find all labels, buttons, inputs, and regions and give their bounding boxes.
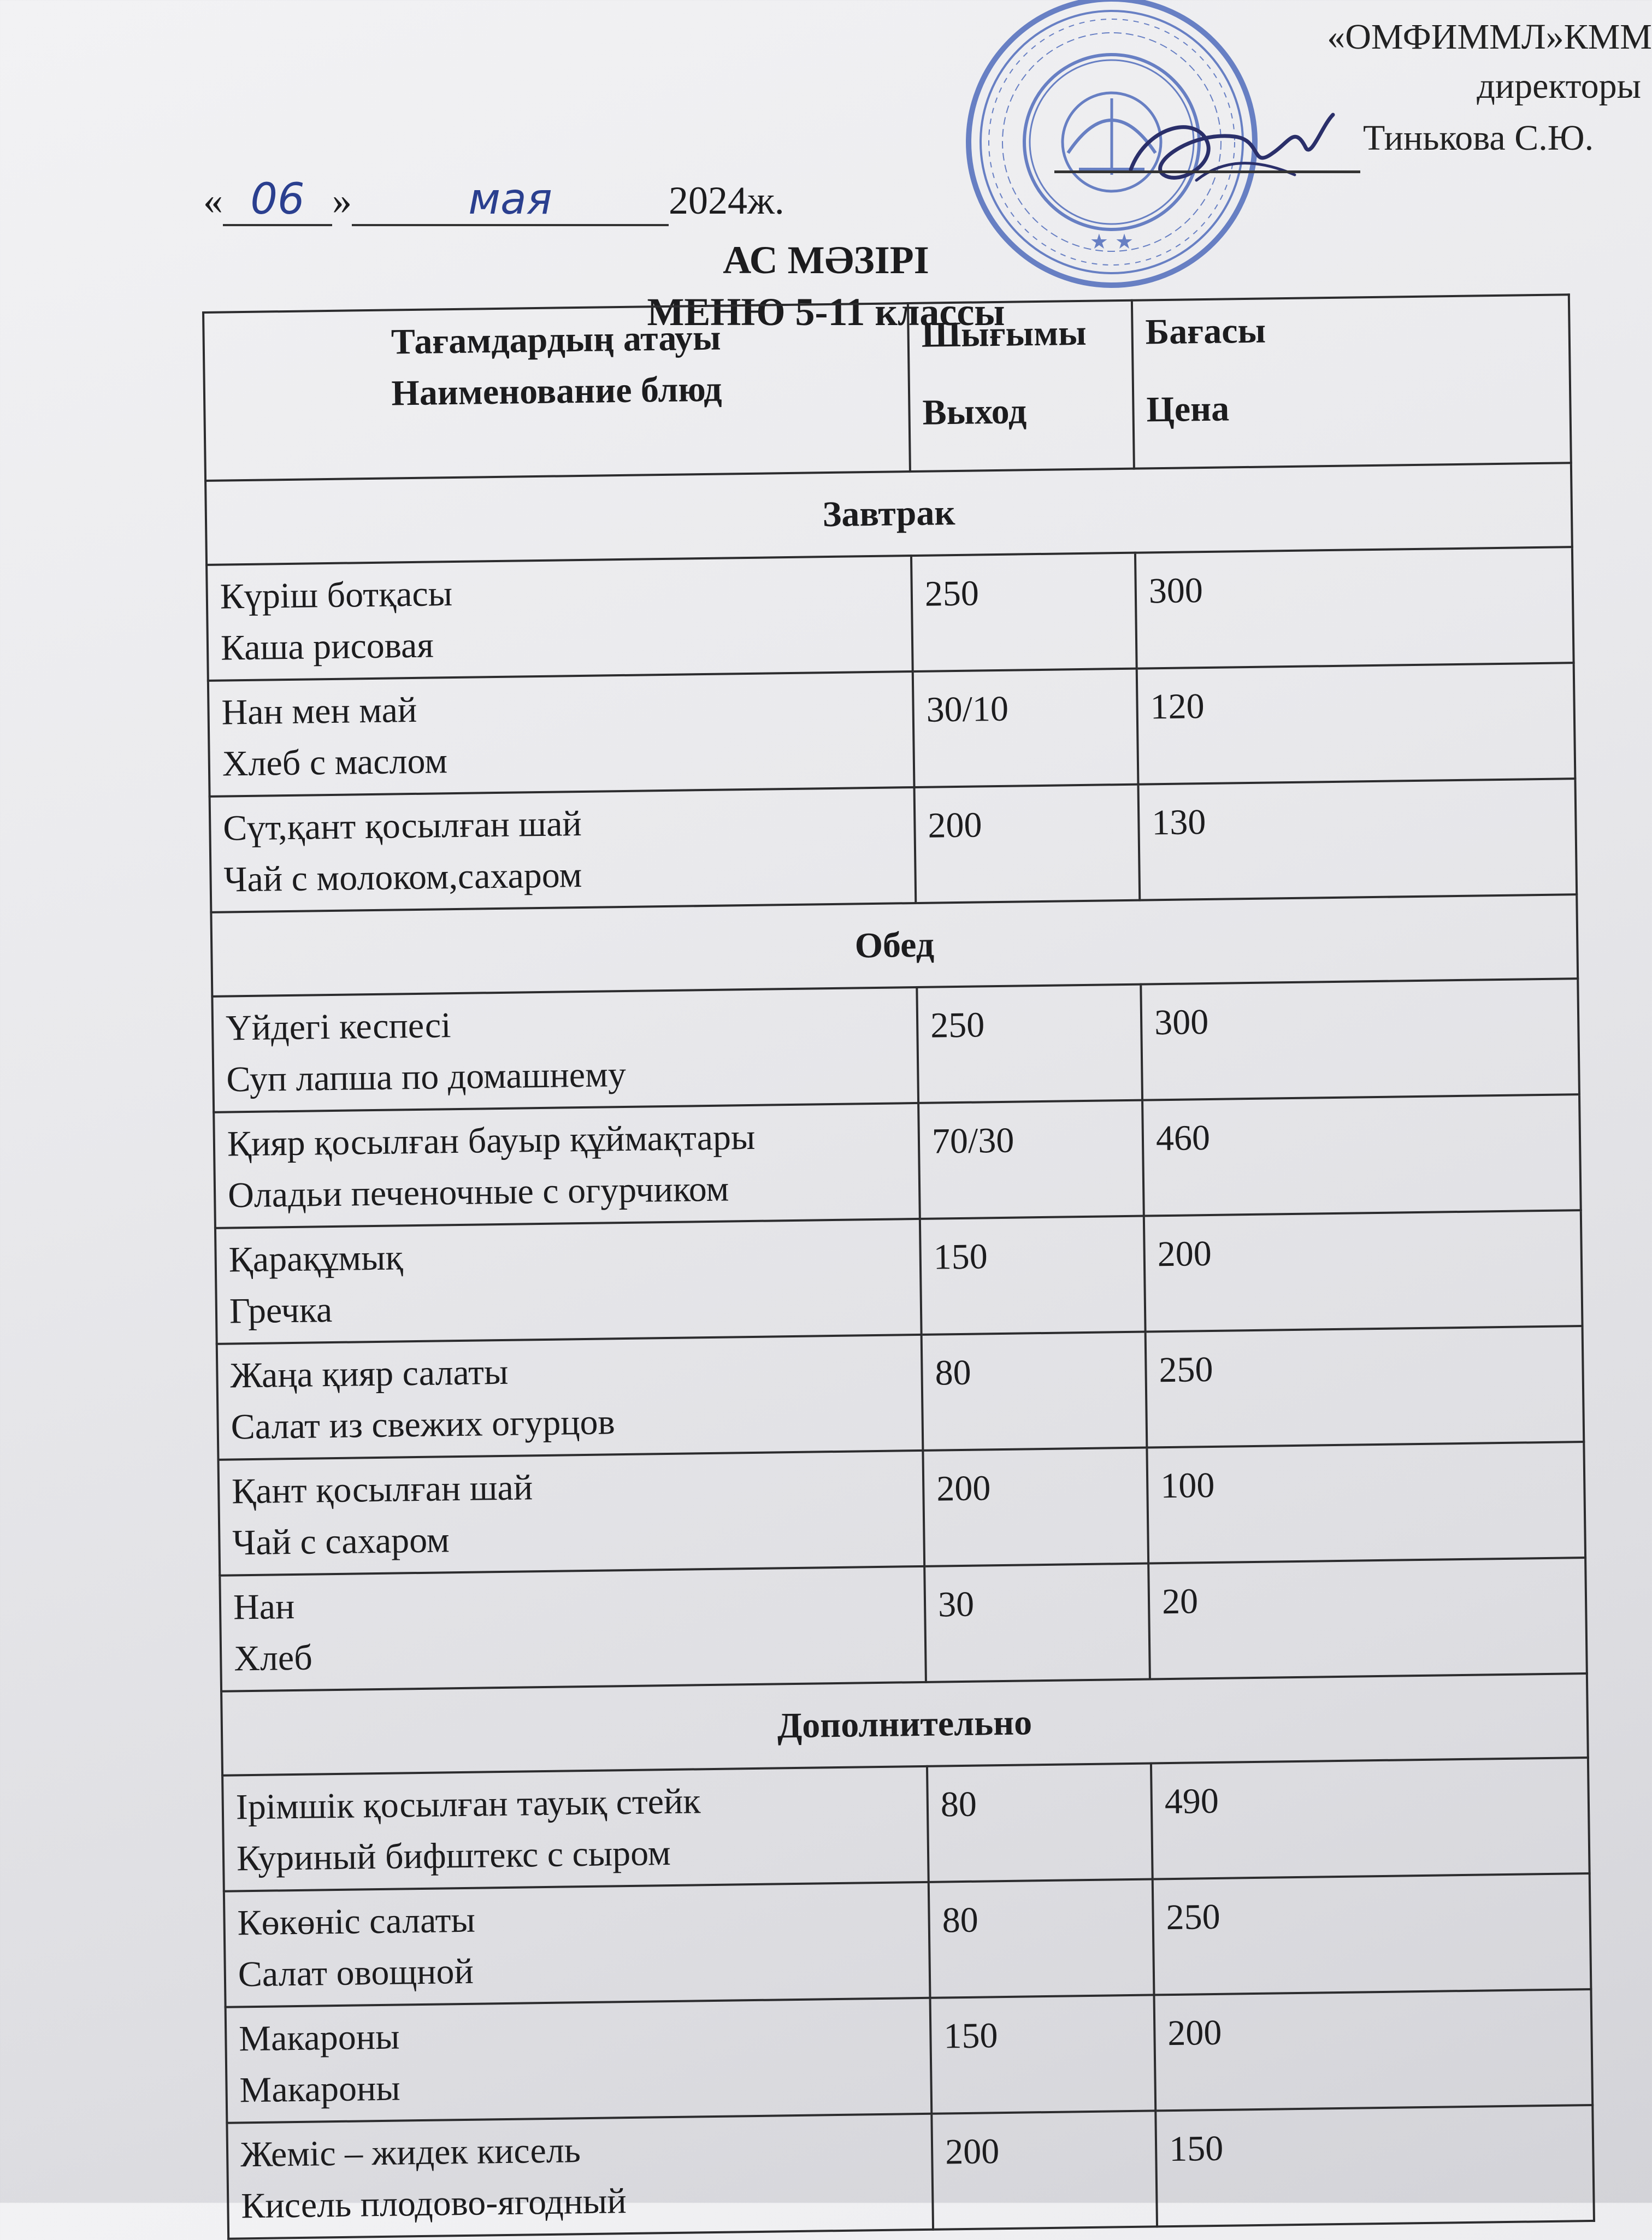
dish-price: 200	[1144, 1210, 1583, 1331]
section-title: Дополнительно	[221, 1673, 1588, 1776]
dish-name-cell	[227, 2114, 933, 2239]
dish-name-ru: Гречка	[229, 1290, 333, 1331]
dish-name-cell	[215, 1219, 922, 1344]
header-output-cell	[908, 300, 1134, 471]
date-day: 06	[250, 175, 305, 224]
section-title: Завтрак	[205, 463, 1572, 565]
dish-name-cell	[220, 1566, 926, 1691]
dish-name-kz: Жеміс – жидек кисель	[240, 2130, 581, 2175]
menu-table	[202, 293, 1595, 2239]
section-title: Обед	[211, 894, 1578, 997]
dish-name-cell	[224, 1882, 930, 2007]
dish-name-cell	[206, 556, 913, 681]
dish-name-ru: Каша рисовая	[220, 625, 434, 668]
table-row	[215, 1210, 1583, 1344]
dish-output: 80	[922, 1332, 1147, 1451]
dish-name-cell	[208, 671, 914, 797]
dish-name-cell	[226, 1998, 932, 2123]
dish-name-ru: Куриный бифштекс с сыром	[236, 1833, 671, 1879]
dish-output: 30/10	[913, 669, 1138, 787]
date-close-quote: »	[332, 179, 352, 222]
dish-name-cell	[222, 1766, 929, 1891]
table-row	[212, 978, 1579, 1112]
dish-name-cell	[212, 987, 918, 1112]
dish-output: 200	[931, 2111, 1157, 2229]
dish-price: 120	[1137, 663, 1576, 784]
dish-output: 80	[929, 1879, 1154, 1997]
header-price-ru: Цена	[1146, 388, 1230, 430]
dish-output: 150	[920, 1216, 1146, 1335]
dish-price: 20	[1148, 1558, 1587, 1679]
dish-output: 150	[930, 1995, 1156, 2113]
dish-price: 300	[1141, 978, 1579, 1100]
dish-name-kz: Жаңа қияр салаты	[230, 1352, 509, 1396]
dish-name-cell	[219, 1451, 925, 1576]
director-name: Тинькова С.Ю.	[1363, 118, 1594, 158]
header-price-kz: Бағасы	[1145, 310, 1266, 352]
menu-title-ru: МЕНЮ 5-11 классы	[647, 290, 1005, 334]
table-row	[224, 1873, 1591, 2007]
dish-name-ru: Салат из свежих огурцов	[231, 1402, 616, 1447]
dish-name-kz: Үйдегі кеспесі	[225, 1005, 451, 1048]
table-row	[226, 1989, 1593, 2123]
header-name-cell	[203, 303, 910, 481]
dish-price: 100	[1147, 1442, 1585, 1563]
menu-title-kz: АС МӘЗІРІ	[723, 238, 929, 282]
header-price-cell	[1132, 294, 1571, 468]
header-output-ru: Выход	[922, 391, 1027, 433]
dish-price: 200	[1154, 1989, 1592, 2111]
dish-name-cell	[214, 1103, 920, 1228]
date-open-quote: «	[203, 179, 223, 222]
dish-name-kz: Қарақұмық	[228, 1237, 404, 1280]
organization-name: «ОМФИММЛ»КММ	[1327, 17, 1652, 57]
dish-price: 250	[1146, 1326, 1584, 1447]
dish-name-kz: Көкөніс салаты	[237, 1900, 476, 1943]
date-year: 2024ж.	[669, 179, 784, 222]
header-name-kz: Тағамдардың атауы	[391, 317, 722, 362]
dish-output: 80	[927, 1763, 1153, 1882]
dish-name-kz: Күріш ботқасы	[220, 574, 453, 617]
dish-name-ru: Чай с сахаром	[232, 1520, 450, 1563]
header-output-kz: Шығымы	[921, 313, 1087, 355]
dish-price: 250	[1153, 1873, 1591, 1995]
table-row	[210, 779, 1577, 912]
dish-name-ru: Хлеб	[233, 1637, 313, 1679]
dish-name-ru: Макароны	[239, 2068, 401, 2111]
dish-price: 300	[1135, 547, 1574, 668]
table-row	[206, 547, 1574, 681]
dish-name-ru: Кисель плодово-ягодный	[240, 2181, 627, 2226]
dish-name-kz: Нан	[233, 1586, 295, 1628]
signature-line	[1054, 170, 1360, 173]
dish-output: 250	[917, 985, 1142, 1103]
dish-output: 200	[914, 785, 1140, 903]
dish-price: 460	[1142, 1094, 1581, 1216]
table-row	[222, 1758, 1590, 1891]
dish-name-kz: Сүт,қант қосылған шай	[222, 803, 582, 848]
dish-output: 70/30	[918, 1100, 1144, 1219]
dish-name-cell	[217, 1335, 923, 1460]
director-title: директоры	[1477, 66, 1641, 106]
table-row	[227, 2105, 1594, 2239]
table-row	[220, 1558, 1587, 1691]
dish-name-ru: Суп лапша по домашнему	[226, 1054, 627, 1100]
table-header-row	[203, 294, 1571, 481]
dish-name-cell	[210, 787, 916, 912]
dish-name-kz: Макароны	[238, 2017, 400, 2059]
svg-text:★ ★: ★ ★	[1089, 229, 1134, 254]
table-row	[219, 1442, 1586, 1576]
dish-name-kz: Ірімшік қосылған тауық стейк	[235, 1781, 701, 1828]
dish-output: 30	[924, 1564, 1150, 1682]
dish-name-ru: Оладьи печеночные с огурчиком	[227, 1169, 729, 1216]
table-row	[208, 663, 1576, 797]
header-name-ru: Наименование блюд	[391, 369, 722, 414]
dish-name-ru: Чай с молоком,сахаром	[223, 854, 582, 900]
dish-price: 490	[1151, 1758, 1590, 1879]
dish-output: 200	[923, 1448, 1148, 1566]
dish-price: 130	[1138, 779, 1577, 900]
dish-output: 250	[911, 553, 1137, 671]
approval-date	[203, 175, 784, 226]
table-row	[214, 1094, 1581, 1228]
table-row	[217, 1326, 1584, 1460]
dish-name-ru: Салат овощной	[238, 1951, 474, 1995]
dish-name-kz: Нан мен май	[221, 689, 417, 733]
dish-price: 150	[1155, 2105, 1594, 2226]
date-month: мая	[468, 175, 552, 224]
director-signature-icon	[1114, 93, 1344, 202]
dish-name-ru: Хлеб с маслом	[222, 741, 448, 784]
dish-name-kz: Қияр қосылған бауыр құймақтары	[227, 1117, 756, 1164]
dish-name-kz: Қант қосылған шай	[231, 1467, 533, 1512]
